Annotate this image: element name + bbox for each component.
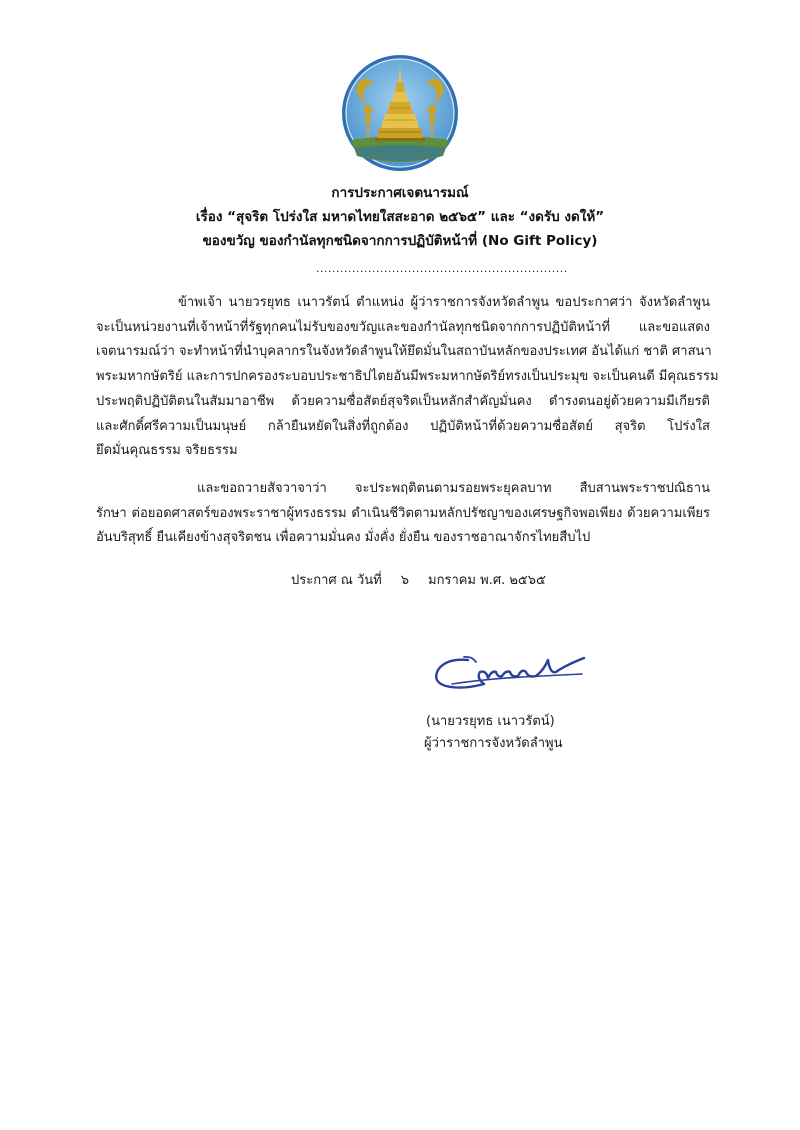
announcement-heading (100, 181, 700, 253)
announcement-date (291, 569, 621, 593)
paragraph-line: และขอถวายสัจวาจาว่า จะประพฤติตนตามรอยพระยุคลบาท สืบสานพระราชปณิธาน (197, 481, 710, 496)
announcement-subject: เรื่อง “สุจริต โปร่งใส มหาดไทยใสสะอาด ๒๕๖๕” และ “งดรับ งดให้” (195, 209, 605, 225)
date-day: ๖ (400, 573, 409, 588)
paragraph-line: ประพฤติปฏิบัติตนในสัมมาอาชีพ ด้วยความซื่อสัตย์สุจริตเป็นหลักสำคัญมั่นคง ดำรงตนอยู่ด้วยความมีเกียรติ (96, 393, 710, 409)
announcement-title: การประกาศเจตนารมณ์ (331, 185, 469, 201)
paragraph-line: รักษา ต่อยอดศาสตร์ของพระราชาผู้ทรงธรรม ดำเนินชีวิตตามหลักปรัชญาของเศรษฐกิจพอเพียง ด้วยความเพียร (96, 505, 710, 521)
paragraph-line: เจตนารมณ์ว่า จะทำหน้าที่นำบุคลากรในจังหวัดลำพูนให้ยึดมั่นในสถาบันหลักของประเทศ อันได้แก่ ชาติ ศาสนา (96, 344, 712, 360)
signer-block (424, 711, 624, 755)
signer-position: ผู้ว่าราชการจังหวัดลำพูน (424, 736, 563, 751)
paragraph-line: ข้าพเจ้า นายวรยุทธ เนาวรัตน์ ตำแหน่ง ผู้ว่าราชการจังหวัดลำพูน ขอประกาศว่า จังหวัดลำพูน (178, 295, 710, 310)
date-prefix: ประกาศ ณ วันที่ (291, 573, 382, 588)
paragraph-line: และศักดิ์ศรีความเป็นมนุษย์ กล้ายืนหยัดในสิ่งที่ถูกต้อง ปฏิบัติหน้าที่ด้วยความซื่อสัตย์ สุจริต โปร่งใส (96, 418, 710, 434)
provincial-seal-emblem (339, 52, 461, 174)
separator-dots: ............................................................... (316, 262, 568, 275)
paragraph-line: พระมหากษัตริย์ และการปกครองระบอบประชาธิปไตยอันมีพระมหากษัตริย์ทรงเป็นประมุข จะเป็นคนดี มีคุณธรรม (96, 369, 719, 385)
date-month-year: มกราคม พ.ศ. ๒๕๖๕ (428, 573, 546, 588)
paragraph-declaration (96, 291, 719, 464)
announcement-subject-line2: ของขวัญ ของกำนัลทุกชนิดจากการปฏิบัติหน้าที่ (No Gift Policy) (202, 233, 598, 249)
paragraph-line: จะเป็นหน่วยงานที่เจ้าหน้าที่รัฐทุกคนไม่รับของขวัญและของกำนัลทุกชนิดจากการปฏิบัติหน้าที่ และขอแสดง (96, 319, 710, 335)
paragraph-line: ยึดมั่นคุณธรรม จริยธรรม (96, 443, 238, 459)
paragraph-line: อันบริสุทธิ์ ยืนเคียงข้างสุจริตชน เพื่อความมั่นคง มั่งคั่ง ยั่งยืน ของราชอาณาจักรไทยสืบไป (96, 530, 591, 546)
handwritten-signature (432, 648, 592, 694)
paragraph-pledge (96, 477, 710, 551)
signer-name: (นายวรยุทธ เนาวรัตน์) (426, 714, 555, 729)
